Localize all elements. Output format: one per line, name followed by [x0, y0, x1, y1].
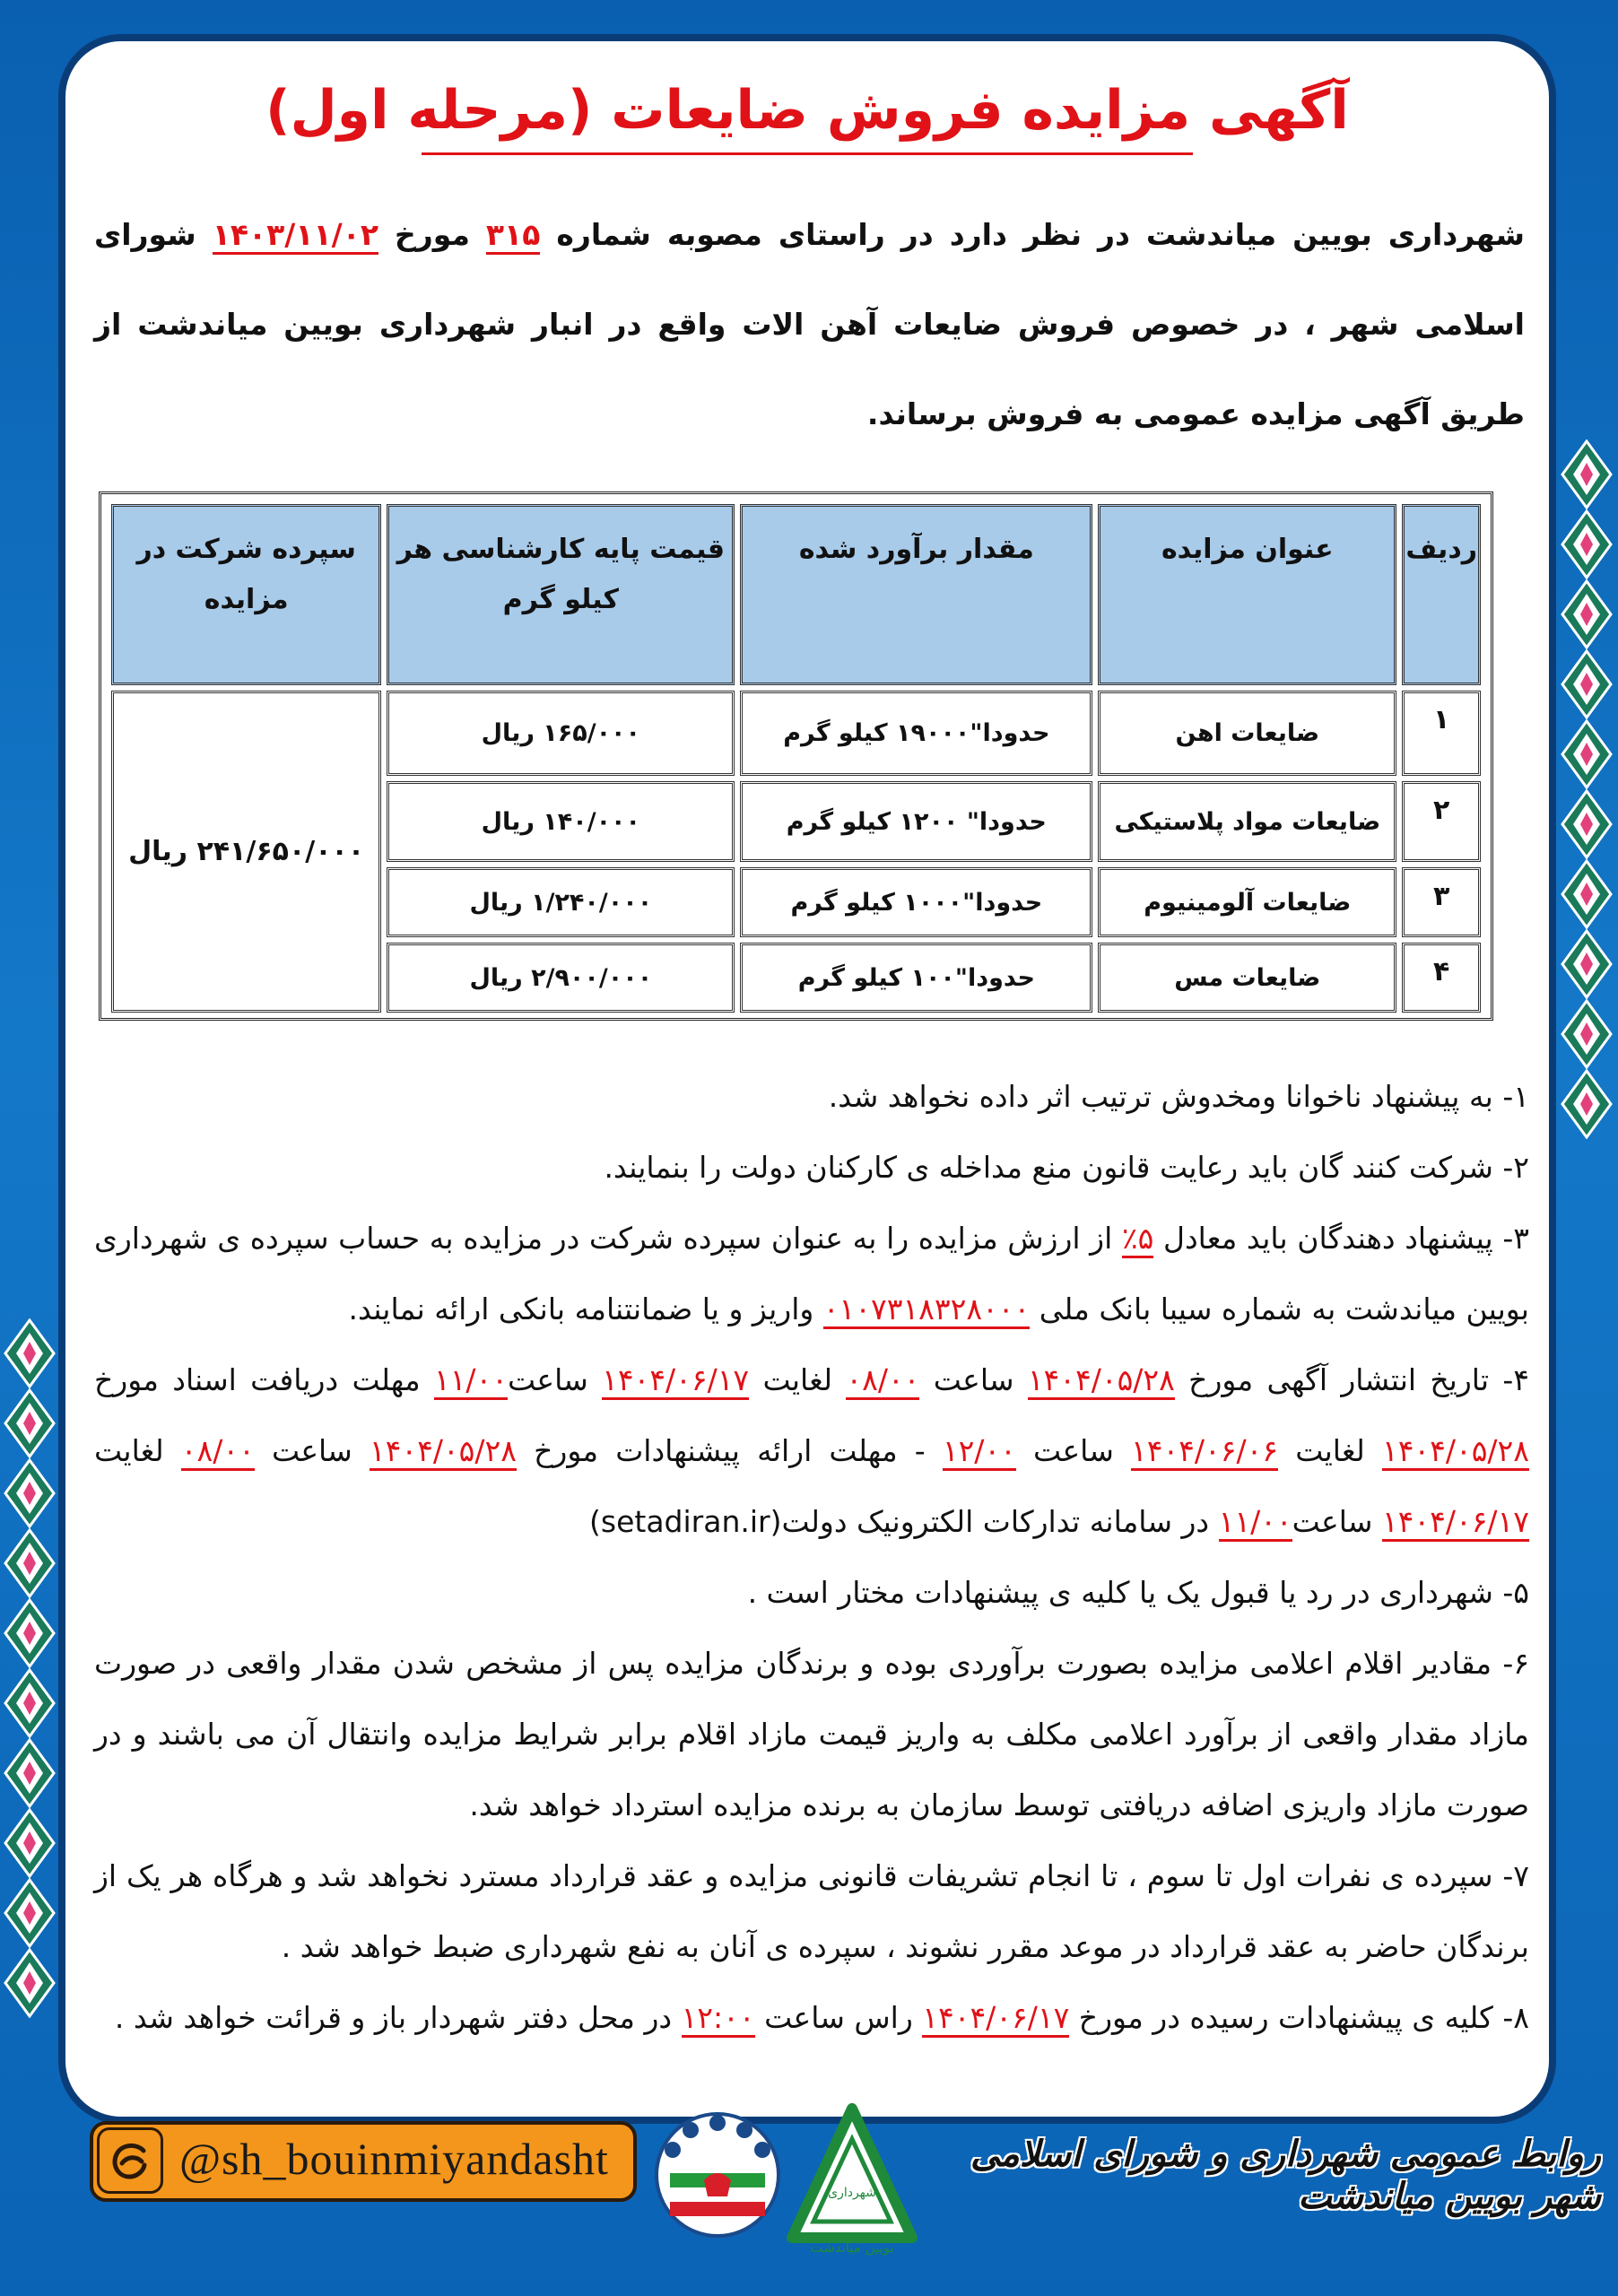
deposit-percent: ۵٪ [1122, 1221, 1153, 1258]
row-index: ۲ [1402, 781, 1481, 862]
left-ornament [2, 1318, 57, 2018]
term-8: ۸- کلیه ی پیشنهادات رسیده در مورخ ۱۴۰۴/۰۶/۱۷ راس ساعت ۱۲:۰۰ در محل دفتر شهردار باز و قرائت خواهد شد . [94, 1982, 1529, 2053]
opening-date: ۱۴۰۴/۰۶/۱۷ [922, 2000, 1069, 2038]
row-title: ضایعات مواد پلاستیکی [1098, 781, 1396, 862]
row-quantity: حدودا" ۱۲۰۰ کیلو گرم [740, 781, 1092, 862]
resolution-date: ۱۴۰۳/۱۱/۰۲ [213, 217, 378, 255]
auction-table [99, 491, 1493, 1021]
city-council-logo [650, 2103, 785, 2250]
header-title: عنوان مزایده [1098, 504, 1396, 685]
term-6: ۶- مقادیر اقلام اعلامی مزایده بصورت برآوردی بوده و برندگان مزایده پس از مشخص شدن مقدار واقعی در صورت مازاد مقدار واقعی از برآورد اعلامی مکلف به واریز قیمت مازاد اقلام برابر شرایط مزایده وانتقال آن می باشند و در صورت مازاد واریزی اضافه دریافتی توسط سازمان به برنده مزایده استرداد خواهد شد. [94, 1646, 1529, 1822]
row-title: ضایعات آلومینیوم [1098, 867, 1396, 937]
row-price: ۱۴۰/۰۰۰ ریال [387, 781, 735, 862]
row-quantity: حدودا"۱۰۰ کیلو گرم [740, 943, 1092, 1013]
account-number: ۰۱۰۷۳۱۸۳۲۸۰۰۰ [823, 1292, 1030, 1329]
row-index: ۱ [1402, 691, 1481, 776]
intro-paragraph: شهرداری بویین میاندشت در نظر دارد در راستای مصوبه شماره ۳۱۵ مورخ ۱۴۰۳/۱۱/۰۲ شورای اسلامی شهر ، در خصوص فروش ضایعات آهن الات واقع در انبار شهرداری بویین میاندشت از طریق آگهی مزایده عمومی به فروش برساند. [94, 217, 1525, 431]
terms-list [94, 1061, 1529, 2053]
eitaa-icon [97, 2127, 163, 2194]
row-price: ۱۶۵/۰۰۰ ریال [387, 691, 735, 776]
header-row-number: ردیف [1402, 504, 1481, 685]
right-ornament [1559, 439, 1614, 1139]
term-4: ۴- تاریخ انتشار آگهی مورخ ۱۴۰۴/۰۵/۲۸ ساعت ۰۸/۰۰ لغایت ۱۴۰۴/۰۶/۱۷ ساعت۱۱/۰۰ مهلت دریافت اسناد مورخ ۱۴۰۴/۰۵/۲۸ لغایت ۱۴۰۴/۰۶/۰۶ ساعت ۱۲/۰۰ - مهلت ارائه پیشنهادات مورخ ۱۴۰۴/۰۵/۲۸ ساعت ۰۸/۰۰ لغایت ۱۴۰۴/۰۶/۱۷ ساعت۱۱/۰۰ در سامانه تدارکات الکترونیک دولت(setadiran.ir) [94, 1344, 1529, 1557]
row-quantity: حدودا"۱۰۰۰ کیلو گرم [740, 867, 1092, 937]
public-relations-caption: روابط عمومی شهرداری و شورای اسلامی شهر بویین میاندشت [970, 2133, 1601, 2217]
row-price: ۱/۲۴۰/۰۰۰ ریال [387, 867, 735, 937]
table-row [111, 691, 1481, 776]
row-price: ۲/۹۰۰/۰۰۰ ریال [387, 943, 735, 1013]
row-index: ۴ [1402, 943, 1481, 1013]
term-1: ۱- به پیشنهاد ناخوانا ومخدوش ترتیب اثر داده نخواهد شد. [828, 1079, 1529, 1114]
page-title: آگهی مزایده فروش ضایعات (مرحله اول) [265, 79, 1349, 142]
term-3: ۳- پیشنهاد دهندگان باید معادل ۵٪ از ارزش مزایده را به عنوان سپرده شرکت در مزایده به حساب سپرده ی شهرداری بویین میاندشت به شماره سیبا بانک ملی ۰۱۰۷۳۱۸۳۲۸۰۰۰ واریز و یا ضمانتنامه بانکی ارائه نمایند. [94, 1203, 1529, 1344]
row-index: ۳ [1402, 867, 1481, 937]
header-quantity: مقدار برآورد شده [740, 504, 1092, 685]
row-title: ضایعات اهن [1098, 691, 1396, 776]
deposit-value: ۲۴۱/۶۵۰/۰۰۰ ریال [111, 691, 381, 1013]
row-quantity: حدودا"۱۹۰۰۰ کیلو گرم [740, 691, 1092, 776]
row-title: ضایعات مس [1098, 943, 1396, 1013]
municipality-logo [785, 2103, 919, 2259]
social-handle[interactable]: @sh_bouinmiyandasht [179, 2134, 609, 2184]
term-2: ۲- شرکت کنند گان باید رعایت قانون منع مداخله ی کارکنان دولت را بنمایند. [604, 1150, 1529, 1185]
opening-time: ۱۲:۰۰ [682, 2000, 755, 2038]
term-7: ۷- سپرده ی نفرات اول تا سوم ، تا انجام تشریفات قانونی مزایده و عقد قرارداد مسترد نخواهد شد و هرگاه هر یک از برندگان حاضر به عقد قرارداد در موعد مقرر نشوند ، سپرده ی آنان به نفع شهرداری ضبط خواهد شد . [94, 1858, 1529, 1964]
header-deposit: سپرده شرکت در مزایده [111, 504, 381, 685]
svg-text:بویین میاندشت: بویین میاندشت [810, 2239, 894, 2256]
title-underline [422, 152, 1193, 155]
svg-text:شهرداری: شهرداری [828, 2186, 876, 2200]
table-header-row [111, 504, 1481, 685]
header-price: قیمت پایه کارشناسی هر کیلو گرم [387, 504, 735, 685]
term-5: ۵- شهرداری در رد یا قبول یک یا کلیه ی پیشنهادات مختار است . [747, 1575, 1529, 1610]
resolution-number: ۳۱۵ [486, 217, 540, 255]
